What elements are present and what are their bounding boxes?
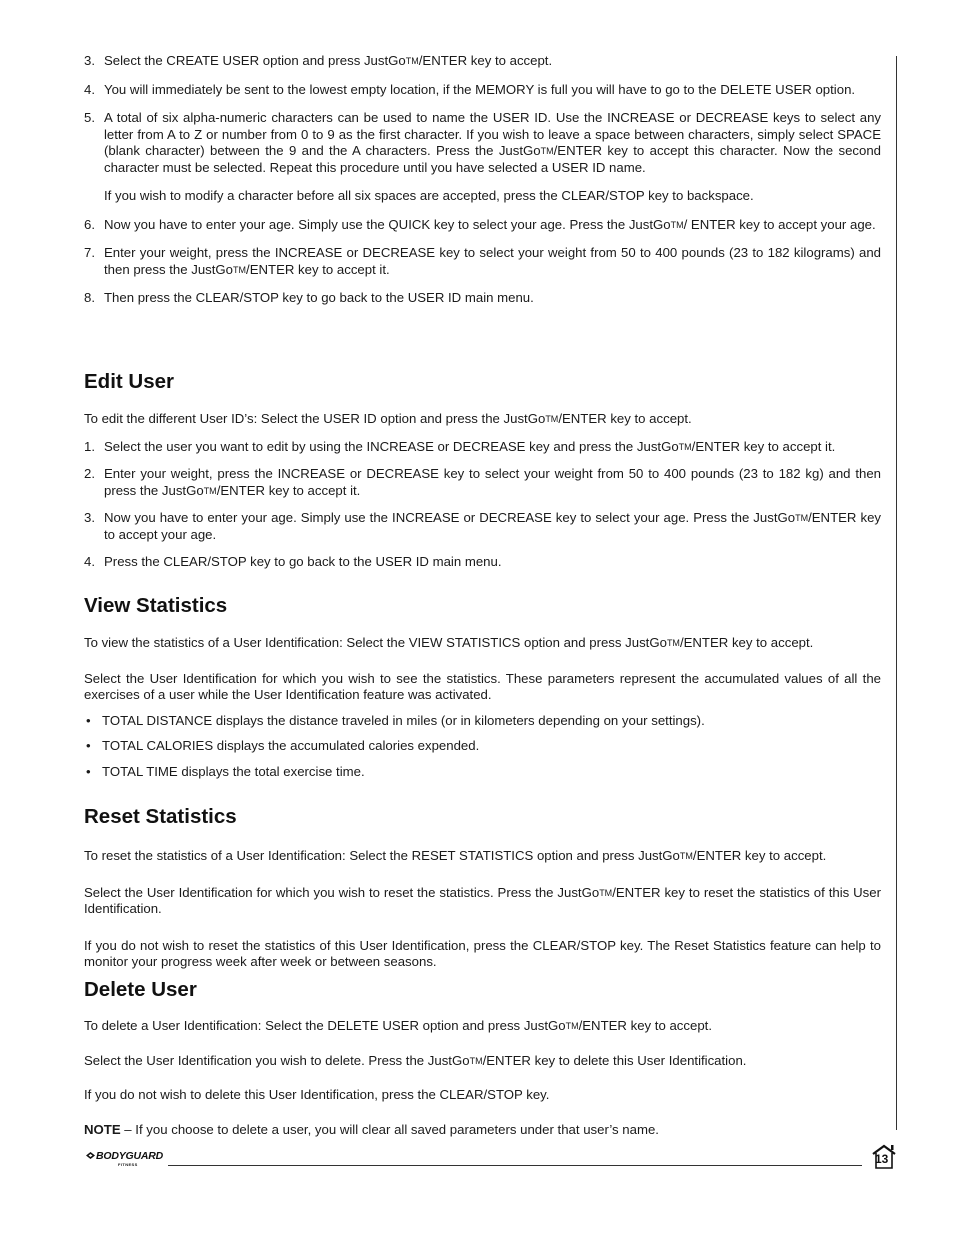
delete-user-paragraph: If you do not wish to delete this User Identification, press the CLEAR/STOP key. (84, 1087, 550, 1102)
delete-user-intro: To delete a User Identification: Select the DELETE USER option and press JustGo™/ENTER key to accept. (84, 1018, 712, 1033)
delete-user-section (84, 978, 881, 1002)
step-item: 3. Select the CREATE USER option and press JustGo™/ENTER key to accept. (84, 53, 553, 68)
edit-user-intro: To edit the different User ID’s: Select the USER ID option and press the JustGo™/ENTER key to accept. (84, 411, 692, 426)
step-note: If you wish to modify a character before all six spaces are accepted, press the CLEAR/STOP key to backspace. (104, 188, 754, 203)
step-item: 5. A total of six alpha-numeric characters can be used to name the USER ID. Use the INCREASE or DECREASE keys to select any letter from A to Z or number from 0 to 9 as the first character. If you wish to leave a space between characters, simply select SPACE (blank character) between the 9 and the A characters. Press the JustGo™/ENTER key to accept this character. Now the second character must be selected. Repeat this procedure until you have selected a USER ID name. (84, 110, 881, 175)
edit-user-section (84, 370, 881, 394)
section-heading-reset-statistics: Reset Statistics (84, 805, 237, 828)
reset-statistics-body (84, 848, 881, 971)
reset-statistics-intro: To reset the statistics of a User Identification: Select the RESET STATISTICS option and press JustGo™/ENTER key to accept. (84, 848, 827, 863)
view-statistics-section (84, 594, 881, 618)
step-item: 8. Then press the CLEAR/STOP key to go back to the USER ID main menu. (84, 290, 534, 305)
view-statistics-intro: To view the statistics of a User Identification: Select the VIEW STATISTICS option and press JustGo™/ENTER key to accept. (84, 635, 814, 650)
section-heading-edit-user: Edit User (84, 370, 174, 393)
step-item: 2. Enter your weight, press the INCREASE or DECREASE key to select your weight from 50 to 400 pounds (23 to 182 kg) and then press the JustGo™/ENTER key to accept it. (84, 466, 881, 498)
section-heading-delete-user: Delete User (84, 978, 197, 1001)
create-user-steps (84, 53, 881, 307)
section-heading-view-statistics: View Statistics (84, 594, 228, 617)
edit-user-body (84, 411, 881, 571)
reset-statistics-paragraph: Select the User Identification for which you wish to reset the statistics. Press the JustGo™/ENTER key to reset the statistics of this User Identification. (84, 884, 881, 916)
logo-mark-icon (86, 1152, 95, 1159)
delete-user-note: NOTE – If you choose to delete a user, you will clear all saved parameters under that user’s name. (84, 1121, 659, 1137)
step-item: 4. Press the CLEAR/STOP key to go back to the USER ID main menu. (84, 554, 502, 569)
list-item: • TOTAL CALORIES displays the accumulated calories expended. (86, 738, 480, 753)
view-statistics-body (84, 635, 881, 780)
page-number: 13 (875, 1152, 889, 1166)
page-number-badge (870, 1142, 898, 1170)
step-item: 6. Now you have to enter your age. Simply use the QUICK key to select your age. Press the JustGo™/ ENTER key to accept your age. (84, 216, 876, 232)
step-item: 4. You will immediately be sent to the lowest empty location, if the MEMORY is full you will have to go to the DELETE USER option. (84, 81, 856, 97)
delete-user-body (84, 1018, 881, 1138)
reset-statistics-paragraph: If you do not wish to reset the statistics of this User Identification, press the CLEAR/STOP key. The Reset Statistics feature can help to monitor your progress week after week or between seasons. (84, 937, 881, 969)
logo-sub-text: FITNESS (118, 1162, 138, 1167)
bodyguard-logo (86, 1149, 164, 1169)
reset-statistics-section (84, 805, 881, 829)
logo-brand-text: BODYGUARD (96, 1150, 164, 1162)
right-margin-rule (896, 56, 897, 1130)
list-item: • TOTAL DISTANCE displays the distance traveled in miles (or in kilometers depending on your settings). (86, 712, 705, 728)
step-item: 7. Enter your weight, press the INCREASE or DECREASE key to select your weight from 50 to 400 pounds (23 to 182 kilograms) and then press the JustGo™/ENTER key to accept it. (84, 245, 881, 277)
step-item: 3. Now you have to enter your age. Simply use the INCREASE or DECREASE key to select your age. Press the JustGo™/ENTER key to accept your age. (84, 510, 881, 542)
footer-rule (168, 1165, 862, 1166)
view-statistics-paragraph: Select the User Identification for which you wish to see the statistics. These parameters represent the accumulated values of all the exercises of a user while the User Identification feature was activated. (84, 670, 881, 702)
delete-user-paragraph: Select the User Identification you wish to delete. Press the JustGo™/ENTER key to delete this User Identification. (84, 1052, 747, 1068)
list-item: • TOTAL TIME displays the total exercise time. (86, 763, 365, 779)
step-item: 1. Select the user you want to edit by using the INCREASE or DECREASE key and press the JustGo™/ENTER key to accept it. (84, 438, 836, 454)
